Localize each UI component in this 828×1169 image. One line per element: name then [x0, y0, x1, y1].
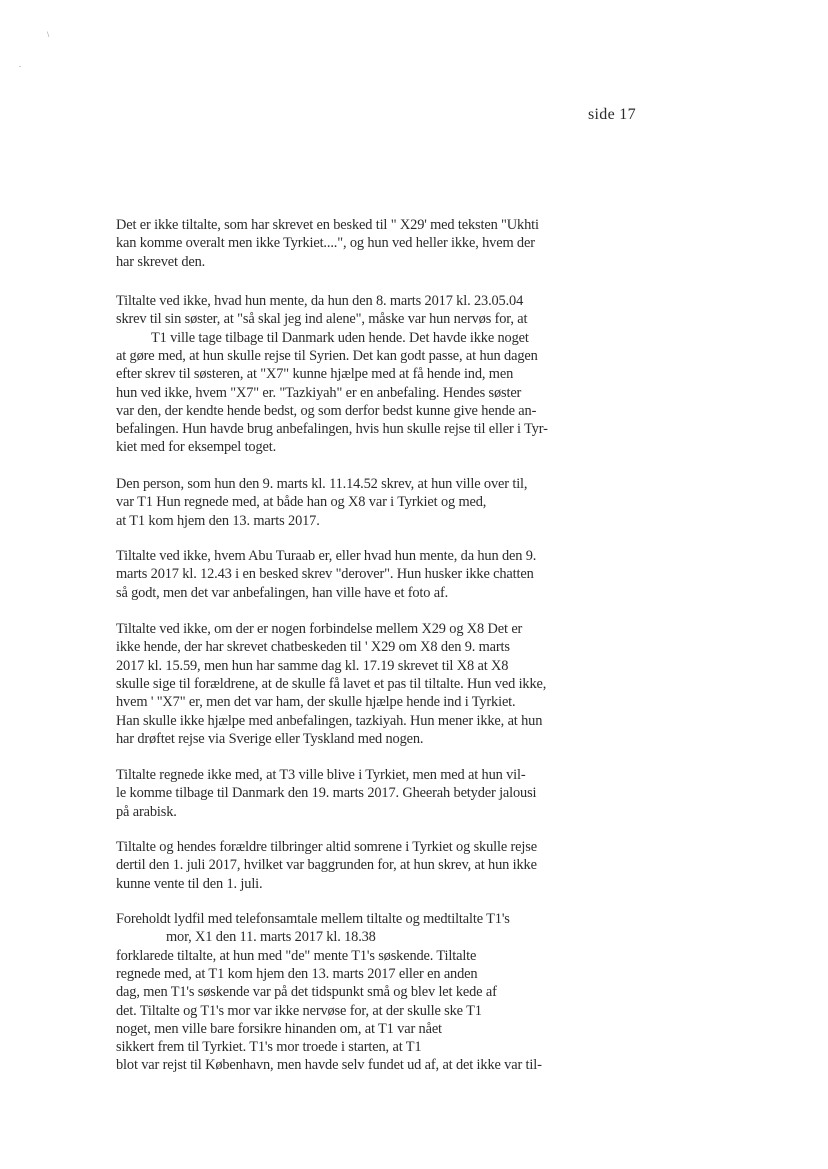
- text-line: le komme tilbage til Danmark den 19. marts 2017. Gheerah betyder jalousi: [116, 785, 537, 802]
- text-line: det. Tiltalte og T1's mor var ikke nervøse for, at der skulle ske T1: [116, 1002, 482, 1019]
- text-line: Tiltalte ved ikke, hvad hun mente, da hun den 8. marts 2017 kl. 23.05.04: [116, 293, 524, 309]
- text-line: at T1 kom hjem den 13. marts 2017.: [116, 512, 320, 529]
- text-line: mor, X1 den 11. marts 2017 kl. 18.38: [166, 929, 376, 946]
- scan-mark: .: [19, 60, 21, 69]
- text-line: Tiltalte regnede ikke med, at T3 ville blive i Tyrkiet, men med at hun vil-: [116, 767, 526, 783]
- text-line: T1 ville tage tilbage til Danmark uden hende. Det havde ikke noget: [151, 329, 529, 346]
- text-line: regnede med, at T1 kom hjem den 13. marts 2017 eller en anden: [116, 965, 478, 982]
- text-line: Den person, som hun den 9. marts kl. 11.14.52 skrev, at hun ville over til,: [116, 476, 528, 492]
- text-line: Han skulle ikke hjælpe med anbefalingen, tazkiyah. Hun mener ikke, at hun: [116, 712, 543, 729]
- text-line: Tiltalte ved ikke, om der er nogen forbindelse mellem X29 og X8 Det er: [116, 621, 523, 637]
- text-line: så godt, men det var anbefalingen, han ville have et foto af.: [116, 584, 449, 601]
- text-line: forklarede tiltalte, at hun med "de" mente T1's søskende. Tiltalte: [116, 947, 477, 964]
- text-line: dertil den 1. juli 2017, hvilket var baggrunden for, at hun skrev, at hun ikke: [116, 857, 537, 874]
- text-line: sikkert frem til Tyrkiet. T1's mor troede i starten, at T1: [116, 1039, 422, 1056]
- text-line: efter skrev til søsteren, at "X7" kunne hjælpe med at få hende ind, men: [116, 366, 514, 383]
- text-line: befalingen. Hun havde brug anbefalingen, hvis hun skulle rejse til eller i Tyr-: [116, 421, 548, 438]
- text-line: Tiltalte og hendes forældre tilbringer altid somrene i Tyrkiet og skulle rejse: [116, 839, 537, 855]
- text-line: har drøftet rejse via Sverige eller Tyskland med nogen.: [116, 730, 424, 747]
- page-number: side 17: [588, 106, 636, 123]
- paragraph: [116, 767, 596, 822]
- paragraph: [116, 839, 596, 894]
- text-line: ikke hende, der har skrevet chatbeskeden til ' X29 om X8 den 9. marts: [116, 639, 510, 656]
- paragraph: [116, 548, 596, 603]
- scan-mark: \: [47, 30, 50, 39]
- paragraph: [116, 217, 596, 272]
- text-line: kiet med for eksempel toget.: [116, 439, 277, 456]
- text-line: at gøre med, at hun skulle rejse til Syrien. Det kan godt passe, at hun dagen: [116, 347, 538, 364]
- text-line: har skrevet den.: [116, 253, 206, 270]
- text-line: blot var rejst til København, men havde selv fundet ud af, at det ikke var til-: [116, 1057, 542, 1074]
- paragraph: [116, 911, 596, 1076]
- text-line: var T1 Hun regnede med, at både han og X8 var i Tyrkiet og med,: [116, 494, 487, 511]
- text-line: kan komme overalt men ikke Tyrkiet....", og hun ved heller ikke, hvem der: [116, 235, 535, 252]
- text-line: kunne vente til den 1. juli.: [116, 875, 263, 892]
- text-line: skulle sige til forældrene, at de skulle få lavet et pas til tiltalte. Hun ved ikke,: [116, 675, 547, 692]
- text-line: marts 2017 kl. 12.43 i en besked skrev "derover". Hun husker ikke chatten: [116, 566, 534, 583]
- text-line: skrev til sin søster, at "så skal jeg ind alene", måske var hun nervøs for, at: [116, 311, 528, 328]
- text-line: hvem ' "X7" er, men det var ham, der skulle hjælpe hende ind i Tyrkiet.: [116, 694, 516, 711]
- text-line: Foreholdt lydfil med telefonsamtale mellem tiltalte og medtiltalte T1's: [116, 911, 510, 927]
- text-line: dag, men T1's søskende var på det tidspunkt små og blev let kede af: [116, 984, 497, 1001]
- text-line: hun ved ikke, hvem "X7" er. "Tazkiyah" er en anbefaling. Hendes søster: [116, 384, 522, 401]
- text-line: var den, der kendte hende bedst, og som derfor bedst kunne give hende an-: [116, 402, 537, 419]
- text-line: noget, men ville bare forsikre hinanden om, at T1 var nået: [116, 1020, 442, 1037]
- paragraph: [116, 293, 596, 458]
- text-line: på arabisk.: [116, 803, 177, 820]
- text-line: 2017 kl. 15.59, men hun har samme dag kl. 17.19 skrevet til X8 at X8: [116, 657, 509, 674]
- paragraph: [116, 621, 596, 749]
- text-line: Det er ikke tiltalte, som har skrevet en besked til " X29' med teksten "Ukhti: [116, 217, 539, 233]
- text-line: Tiltalte ved ikke, hvem Abu Turaab er, eller hvad hun mente, da hun den 9.: [116, 548, 537, 564]
- paragraph: [116, 476, 596, 531]
